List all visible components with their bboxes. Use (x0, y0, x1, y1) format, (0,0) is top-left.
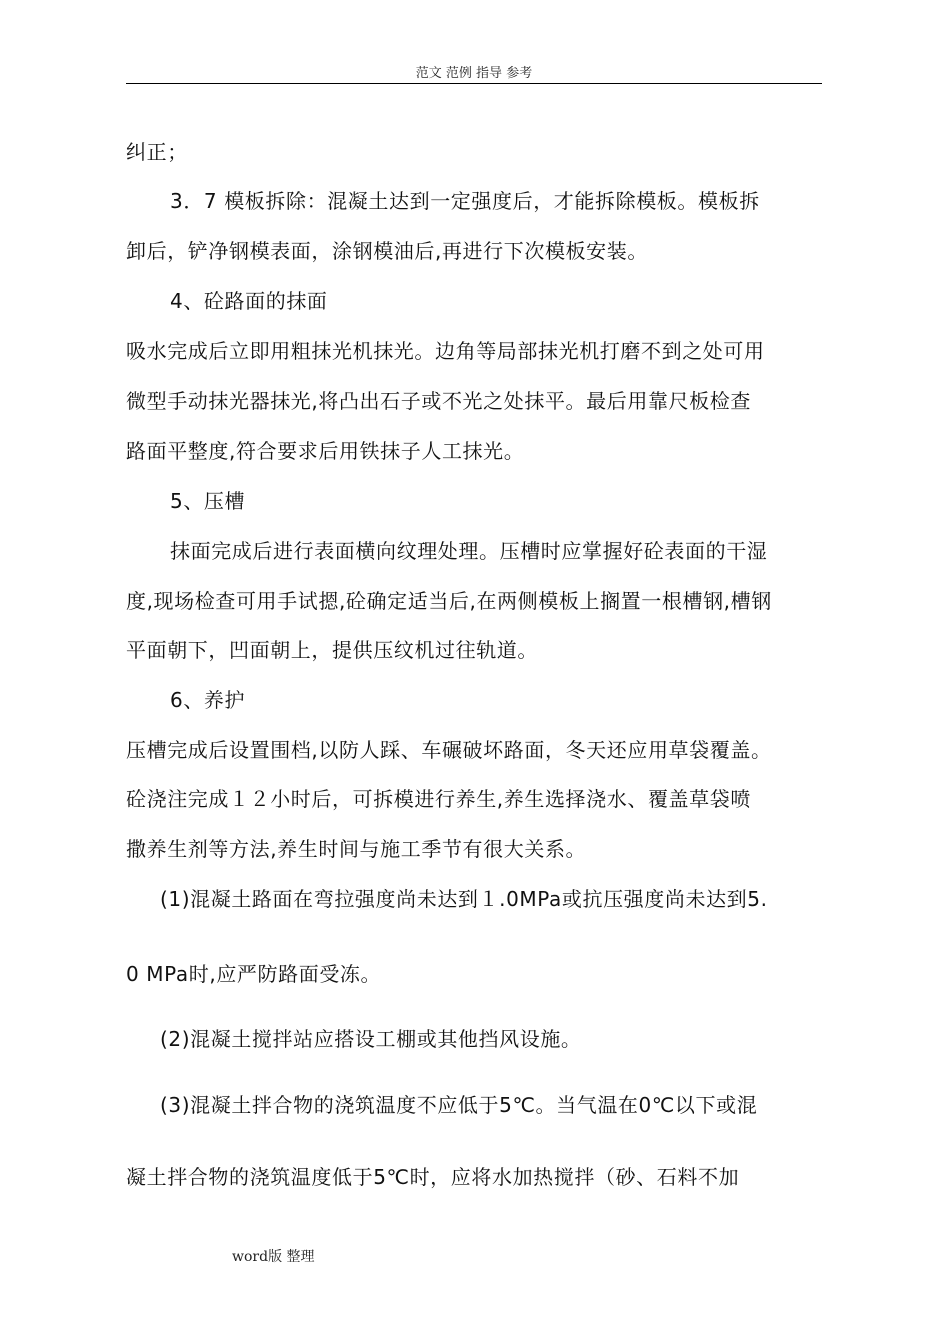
page-footer: word版 整理 (232, 1249, 315, 1265)
body-line: 路面平整度,符合要求后用铁抹子人工抹光。 (126, 439, 525, 463)
body-line: 平面朝下，凹面朝上，提供压纹机过往轨道。 (126, 638, 538, 662)
body-line: 压槽完成后设置围档,以防人踩、车碾破坏路面，冬天还应用草袋覆盖。 (126, 738, 772, 762)
section-heading: 5、压槽 (170, 489, 246, 513)
section-heading: 4、砼路面的抹面 (170, 289, 328, 313)
body-line: 吸水完成后立即用粗抹光机抹光。边角等局部抹光机打磨不到之处可用 (126, 339, 765, 363)
list-item: (2)混凝土搅拌站应搭设工棚或其他挡风设施。 (160, 1027, 582, 1051)
page-header: 范文 范例 指导 参考 (415, 66, 533, 81)
body-line: 砼浇注完成１２小时后，可拆模进行养生,养生选择浇水、覆盖草袋喷 (126, 787, 751, 811)
list-item: (3)混凝土拌合物的浇筑温度不应低于5℃。当气温在0℃以下或混 (160, 1093, 758, 1117)
body-line: 0 MPa时,应严防路面受冻。 (126, 962, 382, 986)
body-line: 抹面完成后进行表面横向纹理处理。压槽时应掌握好砼表面的干湿 (170, 539, 768, 563)
list-item: (1)混凝土路面在弯拉强度尚未达到１.0MPa或抗压强度尚未达到5. (160, 887, 768, 911)
header-rule (126, 83, 822, 84)
body-line: 纠正； (126, 140, 188, 164)
body-line: 度,现场检查可用手试摁,砼确定适当后,在两侧模板上搁置一根槽钢,槽钢 (126, 589, 772, 613)
body-line: 凝土拌合物的浇筑温度低于5℃时，应将水加热搅拌（砂、石料不加 (126, 1165, 740, 1189)
body-line: 微型手动抹光器抹光,将凸出石子或不光之处抹平。最后用靠尺板检查 (126, 389, 751, 413)
section-heading: 6、养护 (170, 688, 246, 712)
body-line: 卸后，铲净钢模表面，涂钢模油后,再进行下次模板安装。 (126, 239, 648, 263)
body-line: 3．7 模板拆除：混凝土达到一定强度后，才能拆除模板。模板拆 (170, 189, 760, 213)
body-line: 撒养生剂等方法,养生时间与施工季节有很大关系。 (126, 837, 587, 861)
